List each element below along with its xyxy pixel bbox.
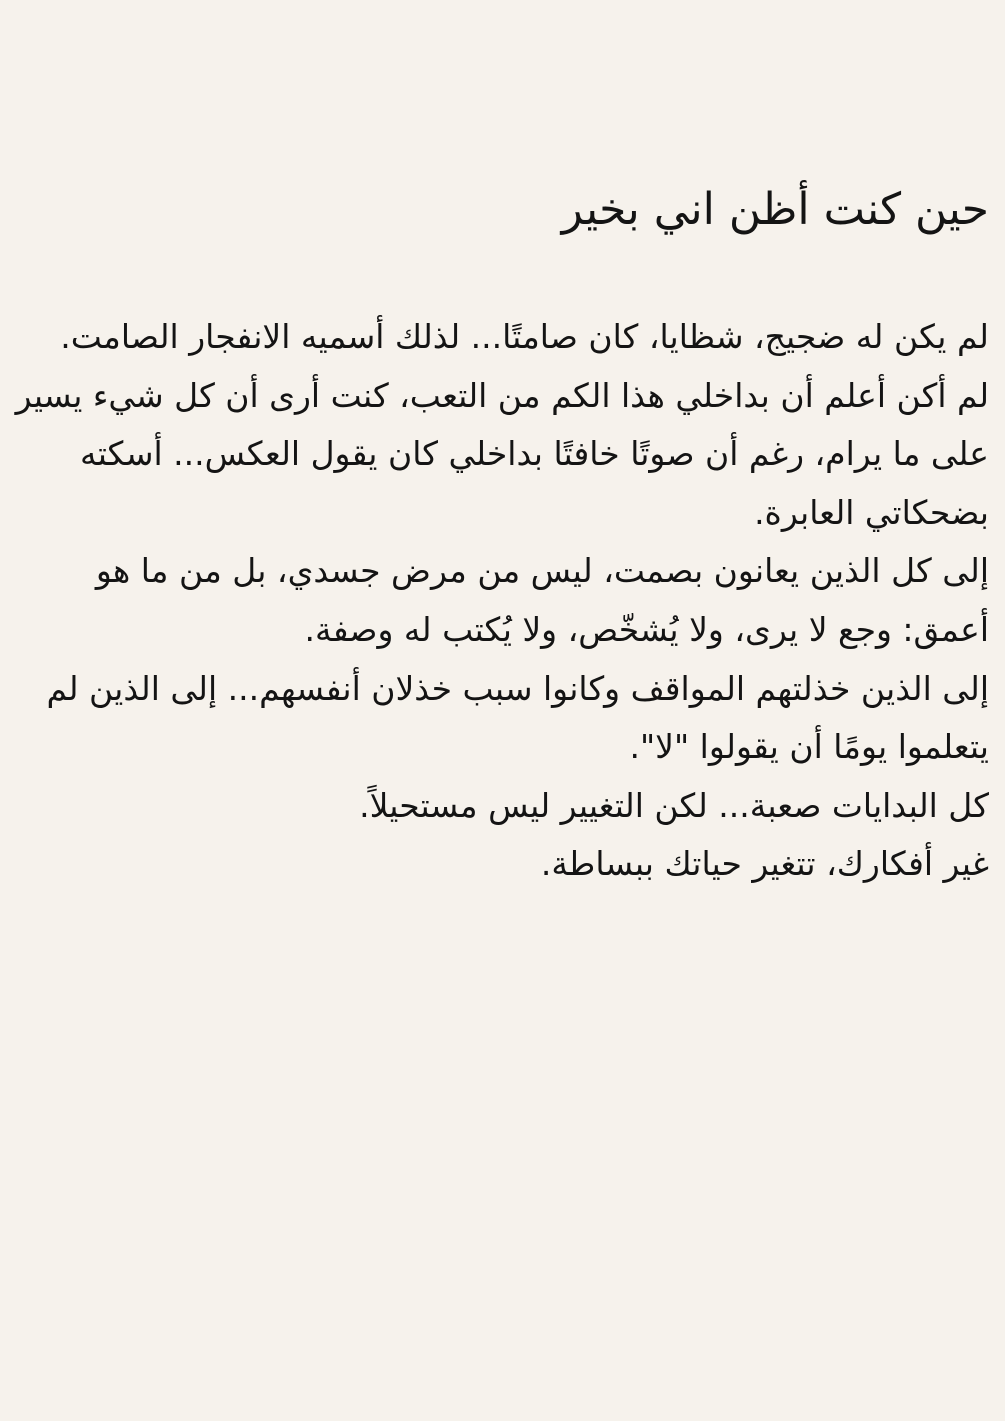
paragraph: لم يكن له ضجيج، شظايا، كان صامتًا... لذلك أسميه الانفجار الصامت. [60, 317, 989, 356]
paragraph: إلى كل الذين يعانون بصمت، ليس من مرض جسدي، بل من ما هو أعمق: وجع لا يرى، ولا يُشخّص، ولا يُكتب له وصفة. [95, 551, 989, 649]
paragraph: كل البدايات صعبة... لكن التغيير ليس مستحيلاً. [359, 785, 989, 825]
paragraph: لم أكن أعلم أن بداخلي هذا الكم من التعب، كنت أرى أن كل شيء يسير على ما يرام، رغم أن صوتًا خافتًا بداخلي كان يقول العكس... أسكته بضحكاتي العابرة. [15, 375, 989, 532]
paragraph: غير أفكارك، تتغير حياتك ببساطة. [540, 844, 989, 884]
page-title: حين كنت أظن اني بخير [561, 184, 989, 235]
body-text [6, 308, 989, 894]
paragraph: إلى الذين خذلتهم المواقف وكانوا سبب خذلان أنفسهم... إلى الذين لم يتعلموا يومًا أن يقولوا "لا". [46, 668, 989, 767]
